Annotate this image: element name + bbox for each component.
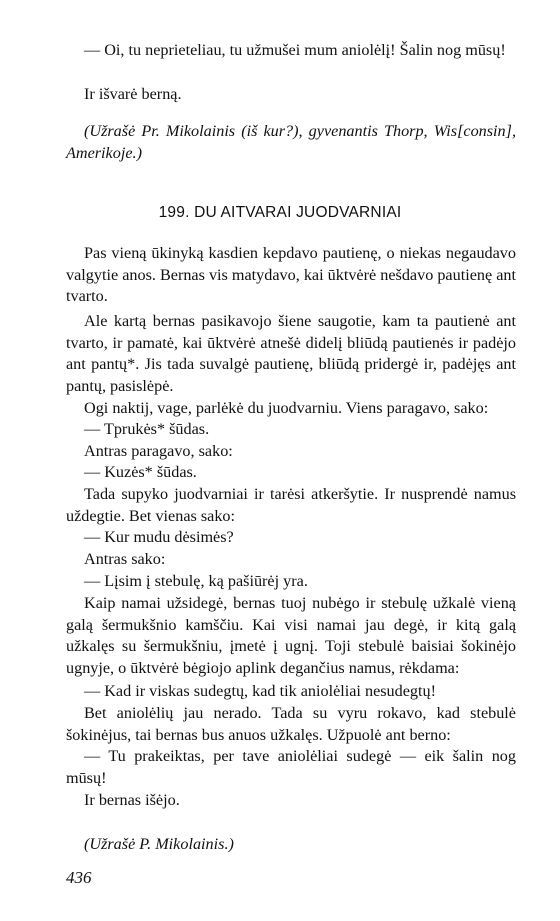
dialogue-line: — Kuzės* šūdas.: [84, 463, 197, 481]
body-paragraph: Ir bernas išėjo.: [84, 791, 180, 809]
body-paragraph: Ir išvarė berną.: [84, 85, 182, 103]
dialogue-line: — Tprukės* šūdas.: [84, 420, 210, 438]
body-paragraph: Antras paragavo, sako:: [84, 442, 233, 460]
dialogue-line: — Kur mudu dėsimės?: [84, 528, 234, 546]
dialogue-line: — Kad ir viskas sudegtų, kad tik aniolėliai nesudegtų!: [84, 682, 437, 700]
body-paragraph: Bet aniolėlių jau nerado. Tada su vyru rokavo, kad stebulė šokinėjus, tai bernas bus anuos užkalęs. Užpuolė ant berno:: [66, 704, 516, 744]
body-paragraph: Ogi naktij, vage, parlėkė du juodvarniu. Viens paragavo, sako:: [84, 399, 489, 417]
page-number: 436: [66, 868, 92, 887]
body-paragraph: Ale kartą bernas pasikavojo šiene saugotie, kam ta pautienė ant tvarto, ir pamatė, kai ūktvėrė atnešė didelį bliūdą pautienės ir padėjo ant pantų*. Jis tada suvalgė pautienę, bliūdą pridergė ir, padėjęs ant pantų, pasislėpė.: [66, 312, 516, 395]
dialogue-line: — Oi, tu neprieteliau, tu užmušei mum aniolėlį! Šalin nog mūsų!: [84, 41, 506, 59]
body-paragraph: Pas vieną ūkinyką kasdien kepdavo pautienę, o niekas negaudavo valgytie anos. Bernas vis matydavo, kai ūktvėrė nešdavo pautienę ant tvarto.: [66, 244, 516, 305]
story-heading: 199. DU AITVARAI JUODVARNIAI: [158, 204, 402, 221]
body-paragraph: Kaip namai užsidegė, bernas tuoj nubėgo ir stebulę užkalė vieną galą šermukšnio kamščiu. Kai visi namai jau degė, ir kitą galą užkalęs su šermukšniu, įmetė į ugnį. Toji stebulė baisiai šokinėjo ugnyje, o ūktvėrė bėgiojo aplink degančius namus, rėkdama:: [66, 594, 516, 677]
body-paragraph: Tada supyko juodvarniai ir tarėsi atkeršytie. Ir nusprendė namus uždegtie. Bet vienas sako:: [66, 485, 516, 525]
dialogue-line: — Lįsim į stebulę, ką pašiūrėj yra.: [84, 572, 308, 590]
dialogue-line: — Tu prakeiktas, per tave aniolėliai sudegė — eik šalin nog mūsų!: [66, 747, 516, 787]
source-note: (Užrašė P. Mikolainis.): [84, 835, 234, 853]
source-note: (Užrašė Pr. Mikolainis (iš kur?), gyvenantis Thorp, Wis[consin], Amerikoje.): [66, 122, 516, 162]
body-paragraph: Antras sako:: [84, 550, 166, 568]
